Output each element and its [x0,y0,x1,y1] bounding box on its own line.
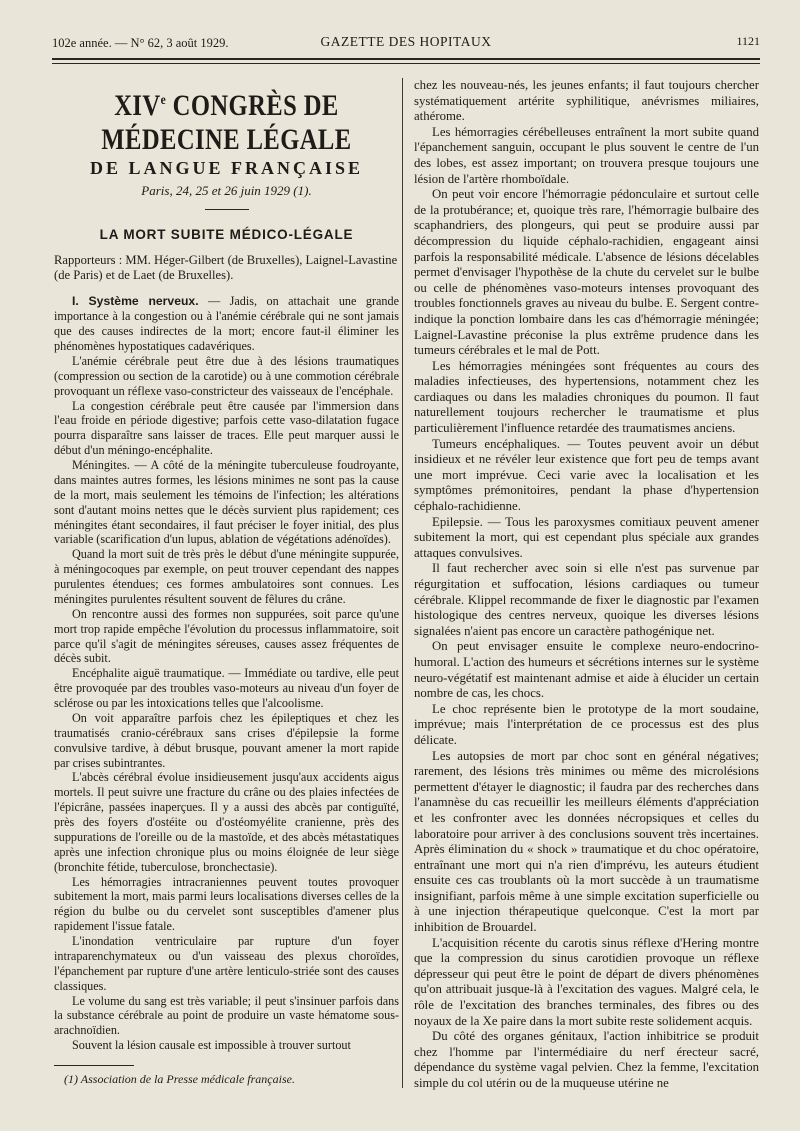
article-title: LA MORT SUBITE MÉDICO-LÉGALE [99,226,354,242]
running-header [52,34,760,56]
paragraph: Tumeurs encéphaliques. — Toutes peuvent avoir un début insidieux et ne révéler leur existence que fort peu de temps avant une mort imprévue. Ceci varie avec la localisation et les symptômes prémonitoires, pendant la phase d'hypertension céphalo-rachidienne. [414,436,759,514]
rapporteurs: Rapporteurs : MM. Héger-Gilbert (de Bruxelles), Laignel-Lavastine (de Paris) et de Laet (de Bruxelles). [54,252,398,282]
title-divider [205,209,249,210]
paragraph: Les autopsies de mort par choc sont en général négatives; rarement, des lésions très minimes ou même des microlésions permettent d'étayer le diagnostic; il faudra par des recherches dans l'anamnèse du cas recueillir les meilleurs éléments d'appréciation et les confronter avec les données nécropsiques et celles du laboratoire pour arriver à des conclusions souvent très incertaines. Après élimination du « shock » traumatique et du choc opératoire, entraînant une mort qui n'a rien d'imprévu, les auteurs étudient ensuite ces cas troublants où la mort succède à un traumatisme insignifiant, parfois même à une simple excitation superficielle ou à une injection thérapeutique quelconque. C'est la mort par inhibition de Brouardel. [414,748,759,935]
paragraph: La congestion cérébrale peut être causée par l'immersion dans l'eau froide en période digestive; parfois cette vaso-dilatation fugace pourra disparaître sans laisser de traces. Elle peut marquer aussi le début d'un méningo-encéphalite. [54,398,399,458]
right-column [414,78,759,1092]
paragraph: Souvent la lésion causale est impossible à trouver surtout [72,1038,351,1053]
header-rule-thin [52,63,760,64]
paragraph: L'abcès cérébral évolue insidieusement jusqu'aux accidents aigus mortels. Il peut suivre une fracture du crâne ou des plaies infectées de l'épicrâne, passées inaperçues. Il y a aussi des abcès par contiguïté, près des foyers d'ostéite ou d'ostéomyélite cranienne, près des suppurations de l'oreille ou de la mastoïde, et des abcès métastatiques après une infection chronique plus ou moins éloignée de leur siège (bronchite fétide, tuberculose, bronchectasie). [54,770,399,874]
paragraph: L'inondation ventriculaire par rupture d'un foyer intraparenchymateux ou d'un vaisseau des plexus choroïdes, l'épanchement par rupture d'une artère lenticulo-striée sont des causes classiques. [54,934,399,993]
footnote-rule [54,1065,134,1066]
paragraph: Il faut rechercher avec soin si elle n'est pas survenue par régurgitation et suffocation, lésions cardiaques ou tumeur cérébrale. Klippel recommande de fixer le diagnostic par l'examen histologique des centres nerveux, quoique les diverses lésions signalées n'aient pas encore un caractère pathogénique net. [414,561,759,638]
paragraph: Du côté des organes génitaux, l'action inhibitrice se produit chez l'homme par l'intermédiaire du nerf érecteur sacré, dépendance du système vagal pelvien. Chez la femme, l'excitation simple du col utérin ou de la muqueuse utérine ne [414,1029,759,1090]
congres-subtitle: DE LANGUE FRANÇAISE [89,158,364,178]
paragraph: chez les nouveau-nés, les jeunes enfants; il faut toujours chercher systématiquement artérite syphilitique, anévrismes miliaires, athérome. [414,78,759,124]
header-rule-thick [52,58,760,60]
paragraph: L'anémie cérébrale peut être due à des lésions traumatiques (compression ou section de la carotide) ou à une commotion cérébrale provoquant un réflexe vaso-constricteur des vaisseaux de l'encéphale. [54,353,399,398]
paragraph: On voit apparaître parfois chez les épileptiques et chez les traumatisés cranio-cérébraux sans crises d'épilepsie la forme convulsive tardive, à début brusque, pouvant amener la mort rapide par crises subintrantes. [54,710,399,770]
paragraph: Les hémorragies méningées sont fréquentes au cours des maladies infectieuses, des hypertensions, notamment chez les cardiaques ou dans les maladies chroniques du poumon. Il faut naturellement toujours rechercher le traumatisme et plus particulièrement l'influence retardée des traumatismes anciens. [414,358,759,436]
paragraph: On peut voir encore l'hémorragie pédonculaire et surtout celle de la protubérance; et, quoique très rare, l'hémorragie bulbaire des scaphandriers, des plongeurs, qui peut se produire aussi par décompression du liquide céphalo-rachidien, engageant ainsi parfois la responsabilité médicale. L'absence de lésions décelables permet d'envisager l'hypothèse de la chute du cervelet sur le bulbe ou celle de phénomènes vaso-moteurs intenses provoquant des troubles fonctionnels graves au niveau du bulbe. E. Sergent contre-indique la ponction lombaire dans les cas d'hémorragie méningée; Laignel-Lavastine préconise la plus extrême prudence dans les tumeurs cérébrales et le mal de Pott. [414,187,759,358]
paragraph: Méningites. — A côté de la méningite tuberculeuse foudroyante, dans maintes autres formes, les lésions minimes ne sont pas la cause de la mort, mais seulement les témoins de l'infection; les altérations sont d'autant moins nettes que le décès survient plus rapidement; ces méningites étant secondaires, il faut préciser le foyer initial, des plus variable (scarification d'un lupus, ablation de végétations adénoïdes). [54,458,399,547]
paragraph: Le volume du sang est très variable; il peut s'insinuer parfois dans la substance cérébrale au point de produire un vaste hématome sous-arachnoïdien. [54,993,399,1038]
paragraph: Quand la mort suit de très près le début d'une méningite suppurée, à méningocoques par exemple, on peut trouver cependant des nappes purulentes étendues; ces formes ambulatoires sont connues. Les méningites purulentes résultent souvent de fêlures du crâne. [54,547,399,606]
journal-name: GAZETTE DES HOPITAUX [320,34,492,49]
paragraph: Epilepsie. — Tous les paroxysmes comitiaux peuvent amener subitement la mort, qui est cependant plus spéciale aux grandes attaques convulsives. [414,514,759,560]
paragraph: I. Système nerveux. — Jadis, on attachait une grande importance à la congestion ou à l'anémie cérébrale qui ne sont jamais que des causes indirectes de la mort; encore faut-il éliminer les phénomènes hypostatiques cadavériques. [54,294,400,353]
paragraph: On rencontre aussi des formes non suppurées, soit parce qu'une mort trop rapide empêche l'évolution du processus inflammatoire, soit parce qu'il s'agit de méningites séreuses, causes assez fréquentes de décès subit. [54,606,399,666]
left-column [54,78,399,1087]
congres-title: XIVe CONGRÈS DE MÉDECINE LÉGALE [101,89,352,156]
paragraph: Les hémorragies intracraniennes peuvent toutes provoquer subitement la mort, mais parmi leurs localisations diverses celles de la région du bulbe ou du cervelet sont susceptibles d'amener plus rapidement l'issue fatale. [54,874,399,934]
paragraph: L'acquisition récente du carotis sinus réflexe d'Hering montre que la compression du sinus carotidien provoque un réflexe dépresseur qui peut être le point de départ de divers phénomènes qu'on attribuait jusque-là à l'excitation des vagues. Malgré cela, le rôle de l'excitation des branches terminales, des fibres ou des noyaux de la Xe paire dans la mort subite reste solidement acquis. [414,935,759,1028]
column-divider [402,78,403,1088]
paragraph: Le choc représente bien le prototype de la mort soudaine, imprévue; mais l'interprétation de ce processus est des plus délicate. [414,701,759,747]
paragraph: Encéphalite aiguë traumatique. — Immédiate ou tardive, elle peut être provoquée par des troubles vaso-moteurs au niveau d'un foyer de sclérose ou par les intoxications telles que l'alcoolisme. [54,666,399,710]
paragraph: On peut envisager ensuite le complexe neuro-endocrino-humoral. L'action des humeurs et sécrétions internes sur le système neuro-végétatif est maintenant admise et aide à élucider un certain nombre de cas, les chocs. [414,639,759,701]
page-number: 1121 [736,34,760,48]
issue-info: 102e année. — N° 62, 3 août 1929. [52,36,229,50]
paragraph: Les hémorragies cérébelleuses entraînent la mort subite quand l'épanchement sanguin, occupant le plus souvent le centre de l'un des lobes, est assez important; on trouvera presque toujours une lésion de l'artère rhomboïdale. [414,124,759,186]
congres-dates: Paris, 24, 25 et 26 juin 1929 (1). [141,182,312,198]
footnote: (1) Association de la Presse médicale française. [64,1072,295,1086]
section-heading: I. Système nerveux. [72,294,199,309]
